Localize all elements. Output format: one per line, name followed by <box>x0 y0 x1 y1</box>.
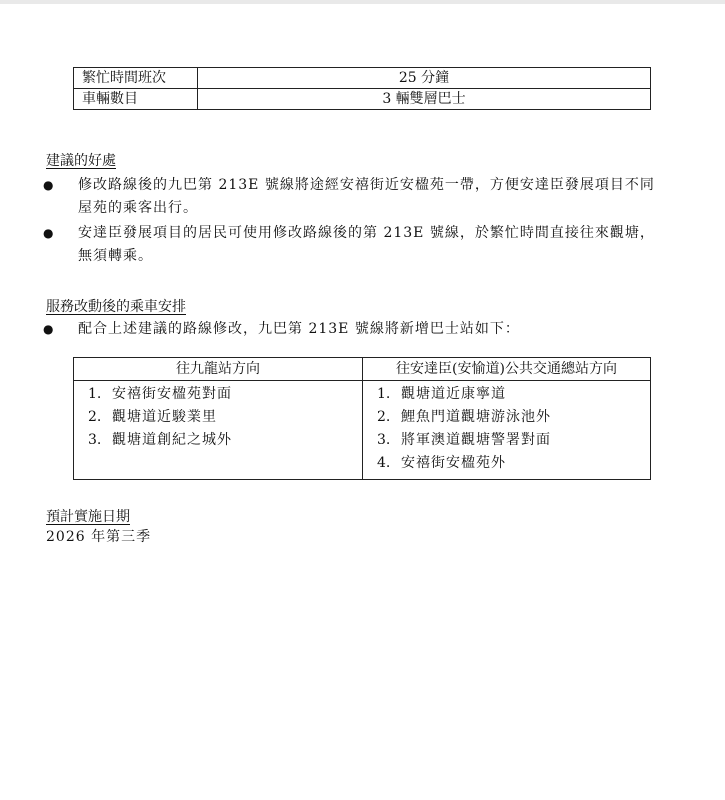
stop-name: 觀塘道近康寧道 <box>401 386 506 402</box>
stop-name: 鯉魚門道觀塘游泳池外 <box>401 409 551 425</box>
anderson-stops-cell <box>363 381 651 480</box>
benefits-heading: 建議的好處 <box>46 153 116 169</box>
implementation-date: 2026 年第三季 <box>46 529 152 545</box>
stop-number: 1. <box>88 386 102 402</box>
anderson-stops-list <box>375 383 650 475</box>
list-item <box>40 174 660 220</box>
benefit-text: 修改路線後的九巴第 213E 號線將途經安禧街近安楹苑一帶，方便安達臣發展項目不同屋苑的乘客出行。 <box>78 177 655 216</box>
table-header-row <box>74 358 651 381</box>
list-item <box>375 406 650 429</box>
bullet-icon: ● <box>43 226 55 240</box>
stop-name: 將軍澳道觀塘警署對面 <box>401 432 551 448</box>
list-item <box>375 383 650 406</box>
list-item <box>40 222 660 268</box>
stop-number: 3. <box>88 432 102 448</box>
stop-name: 安禧街安楹苑對面 <box>112 386 232 402</box>
bullet-icon: ● <box>43 322 55 336</box>
table-row <box>74 381 651 480</box>
bullet-icon: ● <box>43 178 55 192</box>
list-item <box>86 429 362 452</box>
stop-number: 1. <box>377 386 391 402</box>
kowloon-stops-cell <box>74 381 363 480</box>
table-row <box>74 68 651 89</box>
stop-number: 2. <box>377 409 391 425</box>
table-row <box>74 89 651 110</box>
list-item <box>40 318 660 341</box>
list-item <box>375 429 650 452</box>
new-stops-table <box>73 357 651 480</box>
benefit-text: 安達臣發展項目的居民可使用修改路線後的第 213E 號線，於繁忙時間直接往來觀塘，無須轉乘。 <box>78 225 655 264</box>
peak-frequency-value: 25 分鐘 <box>198 68 651 89</box>
peak-frequency-label: 繁忙時間班次 <box>74 68 198 89</box>
arrangement-text: 配合上述建議的路線修改，九巴第 213E 號線將新增巴士站如下： <box>78 321 520 337</box>
implementation-heading: 預計實施日期 <box>46 509 130 525</box>
kowloon-stops-list <box>86 383 362 452</box>
service-info-table <box>73 67 651 110</box>
stop-number: 2. <box>88 409 102 425</box>
list-item <box>86 383 362 406</box>
stop-number: 3. <box>377 432 391 448</box>
stop-name: 安禧街安楹苑外 <box>401 455 506 471</box>
arrangements-list <box>40 318 660 343</box>
stop-name: 觀塘道近駿業里 <box>112 409 217 425</box>
kowloon-direction-header: 往九龍站方向 <box>74 358 363 381</box>
vehicle-count-value: 3 輛雙層巴士 <box>198 89 651 110</box>
benefits-list <box>40 174 660 270</box>
stop-name: 觀塘道創紀之城外 <box>112 432 232 448</box>
vehicle-count-label: 車輛數目 <box>74 89 198 110</box>
arrangements-heading: 服務改動後的乘車安排 <box>46 299 186 315</box>
anderson-direction-header: 往安達臣(安愉道)公共交通總站方向 <box>363 358 651 381</box>
stop-number: 4. <box>377 455 391 471</box>
list-item <box>375 452 650 475</box>
list-item <box>86 406 362 429</box>
